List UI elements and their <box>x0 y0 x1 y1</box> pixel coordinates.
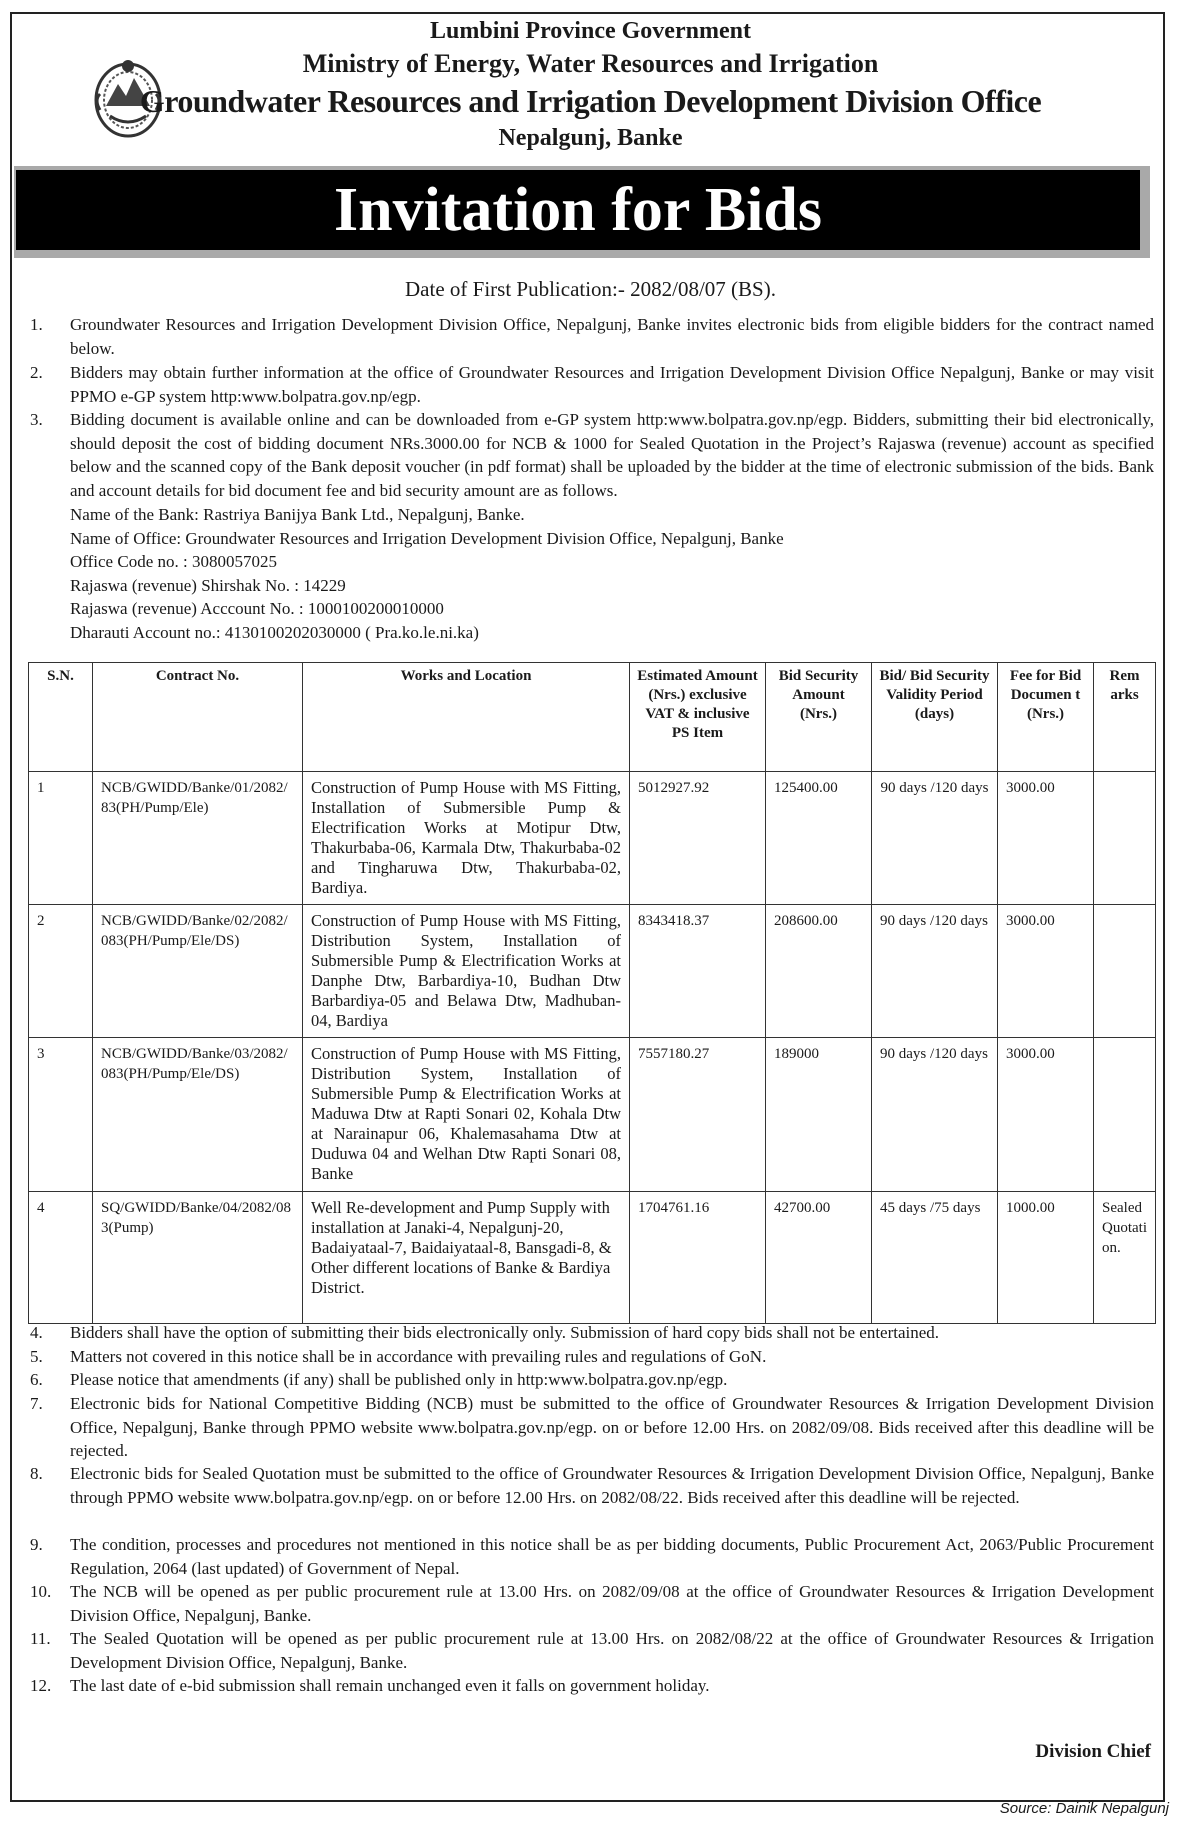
cell-works: Well Re-development and Pump Supply with installation at Janaki-4, Nepalgunj-20, Badaiyataal-7, Baidaiyataal-8, Bansgadi-8, & Other different locations of Banke & Bardiya District. <box>303 1192 630 1324</box>
paragraph-number: 7. <box>30 1394 43 1413</box>
cell-estimate: 7557180.27 <box>630 1038 766 1192</box>
cell-fee: 3000.00 <box>998 905 1094 1038</box>
paragraph-number: 6. <box>30 1370 43 1389</box>
paragraph-text: The Sealed Quotation will be opened as per public procurement rule at 13.00 Hrs. on 2082/08/22 at the office of Groundwater Resources & Irrigation Development Division Office, Nepalgunj, Banke. <box>70 1629 1154 1672</box>
header-remarks: Rem arks <box>1094 663 1156 772</box>
cell-remarks: Sealed Quotation. <box>1094 1192 1156 1324</box>
cell-estimate: 8343418.37 <box>630 905 766 1038</box>
header-bid-security: Bid Security Amount (Nrs.) <box>766 663 872 772</box>
ministry-name: Ministry of Energy, Water Resources and Irrigation <box>302 49 879 78</box>
paragraph-number: 9. <box>30 1535 43 1554</box>
publication-date: Date of First Publication:- 2082/08/07 (BS). <box>405 277 776 301</box>
paragraph-3 <box>30 408 1154 502</box>
paragraph-number: 10. <box>30 1582 52 1601</box>
cell-fee: 3000.00 <box>998 772 1094 905</box>
cell-validity: 45 days /75 days <box>872 1192 998 1324</box>
paragraph-text: Electronic bids for National Competitive Bidding (NCB) must be submitted to the office of Groundwater Resources & Irrigation Development Division Office, Nepalgunj, Banke through PPMO website www.bolpatra.gov.np/egp. on or before 12.00 Hrs. on 2082/09/08. Bids received after this deadline will be rejected. <box>70 1394 1154 1460</box>
header-fee: Fee for Bid Documen t (Nrs.) <box>998 663 1094 772</box>
paragraph-text: The condition, processes and procedures not mentioned in this notice shall be as per bidding documents, Public Procurement Act, 2063/Public Procurement Regulation, 2064 (last updated) of Government of Nepal. <box>70 1535 1154 1578</box>
cell-contract: NCB/GWIDD/Banke/02/2082/083(PH/Pump/Ele/DS) <box>93 905 303 1038</box>
dharauti-account: Dharauti Account no.: 4130100202030000 ( Pra.ko.le.ni.ka) <box>70 623 479 642</box>
table-row <box>29 772 1156 905</box>
cell-remarks <box>1094 1038 1156 1192</box>
cell-validity: 90 days /120 days <box>872 772 998 905</box>
paragraph-text: Please notice that amendments (if any) shall be published only in http:www.bolpatra.gov.np/egp. <box>70 1370 728 1389</box>
cell-contract: NCB/GWIDD/Banke/01/2082/83(PH/Pump/Ele) <box>93 772 303 905</box>
paragraph-10 <box>30 1580 1154 1627</box>
cell-security: 125400.00 <box>766 772 872 905</box>
bids-table <box>28 662 1156 1324</box>
cell-sn: 2 <box>29 905 93 1038</box>
cell-remarks <box>1094 772 1156 905</box>
cell-works: Construction of Pump House with MS Fitting, Distribution System, Installation of Submersible Pump & Electrification Works at Maduwa Dtw at Rapti Sonari 02, Kohala Dtw at Narainapur 06, Khalemasahama Dtw at Duduwa 04 and Welhan Dtw Rapti Sonari 08, Banke <box>303 1038 630 1192</box>
office-location: Nepalgunj, Banke <box>498 125 683 151</box>
paragraph-number: 12. <box>30 1676 52 1695</box>
paragraph-text: The last date of e-bid submission shall remain unchanged even it falls on government holiday. <box>70 1676 710 1695</box>
revenue-account: Rajaswa (revenue) Acccount No. : 1000100200010000 <box>70 599 444 618</box>
paragraph-number: 2. <box>30 363 43 382</box>
cell-estimate: 1704761.16 <box>630 1192 766 1324</box>
paragraph-7 <box>30 1392 1154 1463</box>
paragraph-text: Electronic bids for Sealed Quotation must be submitted to the office of Groundwater Resources & Irrigation Development Division Office, Nepalgunj, Banke through PPMO website www.bolpatra.gov.np/egp. on or before 12.00 Hrs. on 2082/08/22. Bids received after this deadline will be rejected. <box>70 1464 1154 1507</box>
paragraph-number: 5. <box>30 1347 43 1366</box>
source-credit: Source: Dainik Nepalgunj <box>999 1800 1169 1817</box>
header-contract-no: Contract No. <box>93 663 303 772</box>
paragraph-text: Groundwater Resources and Irrigation Development Division Office, Nepalgunj, Banke invites electronic bids from eligible bidders for the contract named below. <box>70 315 1154 358</box>
paragraph-number: 1. <box>30 315 43 334</box>
cell-works: Construction of Pump House with MS Fitting, Distribution System, Installation of Submersible Pump & Electrification Works at Danphe Dtw, Barbardiya-10, Budhan Dtw Barbardiya-05 and Belawa Dtw, Madhuban-04, Bardiya <box>303 905 630 1038</box>
paragraph-2 <box>30 361 1154 408</box>
paragraph-5 <box>30 1345 1154 1369</box>
cell-contract: NCB/GWIDD/Banke/03/2082/083(PH/Pump/Ele/DS) <box>93 1038 303 1192</box>
paragraph-text: Bidding document is available online and can be downloaded from e-GP system http:www.bolpatra.gov.np/egp. Bidders, submitting their bid electronically, should deposit the cost of bidding document NRs.3000.00 for NCB & 1000 for Sealed Quotation in the Project’s Rajaswa (revenue) account as specified below and the scanned copy of the Bank deposit voucher (in pdf format) shall be uploaded by the bidder at the time of electronic submission of the bids. Bank and account details for bid document fee and bid security amount are as follows. <box>70 410 1154 500</box>
paragraph-number: 3. <box>30 410 43 429</box>
office-name-info: Name of Office: Groundwater Resources and Irrigation Development Division Office, Nepalgunj, Banke <box>70 529 784 548</box>
cell-fee: 1000.00 <box>998 1192 1094 1324</box>
paragraph-number: 11. <box>30 1629 51 1648</box>
cell-security: 42700.00 <box>766 1192 872 1324</box>
cell-security: 208600.00 <box>766 905 872 1038</box>
paragraph-text: The NCB will be opened as per public procurement rule at 13.00 Hrs. on 2082/09/08 at the office of Groundwater Resources & Irrigation Development Division Office, Nepalgunj, Banke. <box>70 1582 1154 1625</box>
cell-works: Construction of Pump House with MS Fitting, Installation of Submersible Pump & Electrification Works at Motipur Dtw, Thakurbaba-06, Karmala Dtw, Thakurbaba-02 and Tingharuwa Dtw, Thakurbaba-02, Bardiya. <box>303 772 630 905</box>
cell-sn: 4 <box>29 1192 93 1324</box>
paragraph-1 <box>30 313 1154 360</box>
paragraph-4 <box>30 1321 1154 1345</box>
cell-sn: 1 <box>29 772 93 905</box>
cell-validity: 90 days /120 days <box>872 905 998 1038</box>
table-header-row <box>29 663 1156 772</box>
paragraph-11 <box>30 1627 1154 1674</box>
cell-sn: 3 <box>29 1038 93 1192</box>
table-row <box>29 905 1156 1038</box>
paragraph-text: Bidders shall have the option of submitting their bids electronically only. Submission of hard copy bids shall not be entertained. <box>70 1323 940 1342</box>
table-row <box>29 1192 1156 1324</box>
paragraph-12 <box>30 1674 1154 1698</box>
bank-name: Name of the Bank: Rastriya Banijya Bank Ltd., Nepalgunj, Banke. <box>70 505 525 524</box>
paragraph-9 <box>30 1533 1154 1580</box>
header-sn: S.N. <box>29 663 93 772</box>
header-works-location: Works and Location <box>303 663 630 772</box>
revenue-shirshak: Rajaswa (revenue) Shirshak No. : 14229 <box>70 576 346 595</box>
paragraph-8 <box>30 1462 1154 1509</box>
office-name: Groundwater Resources and Irrigation Development Division Office <box>139 83 1042 119</box>
paragraph-text: Matters not covered in this notice shall be in accordance with prevailing rules and regulations of GoN. <box>70 1347 767 1366</box>
cell-estimate: 5012927.92 <box>630 772 766 905</box>
cell-validity: 90 days /120 days <box>872 1038 998 1192</box>
cell-fee: 3000.00 <box>998 1038 1094 1192</box>
paragraph-text: Bidders may obtain further information at the office of Groundwater Resources and Irrigation Development Division Office Nepalgunj, Banke or may visit PPMO e-GP system http:www.bolpatra.gov.np/egp. <box>70 363 1154 406</box>
province-name: Lumbini Province Government <box>430 18 751 44</box>
table-row <box>29 1038 1156 1192</box>
cell-security: 189000 <box>766 1038 872 1192</box>
paragraph-number: 4. <box>30 1323 43 1342</box>
cell-remarks <box>1094 905 1156 1038</box>
cell-contract: SQ/GWIDD/Banke/04/2082/083(Pump) <box>93 1192 303 1324</box>
notice-title-banner: Invitation for Bids <box>16 170 1140 250</box>
office-code: Office Code no. : 3080057025 <box>70 552 277 571</box>
header-estimated-amount: Estimated Amount (Nrs.) exclusive VAT & inclusive PS Item <box>630 663 766 772</box>
paragraph-6 <box>30 1368 1154 1392</box>
paragraph-number: 8. <box>30 1464 43 1483</box>
signatory-title: Division Chief <box>1035 1741 1151 1762</box>
header-validity: Bid/ Bid Security Validity Period (days) <box>872 663 998 772</box>
